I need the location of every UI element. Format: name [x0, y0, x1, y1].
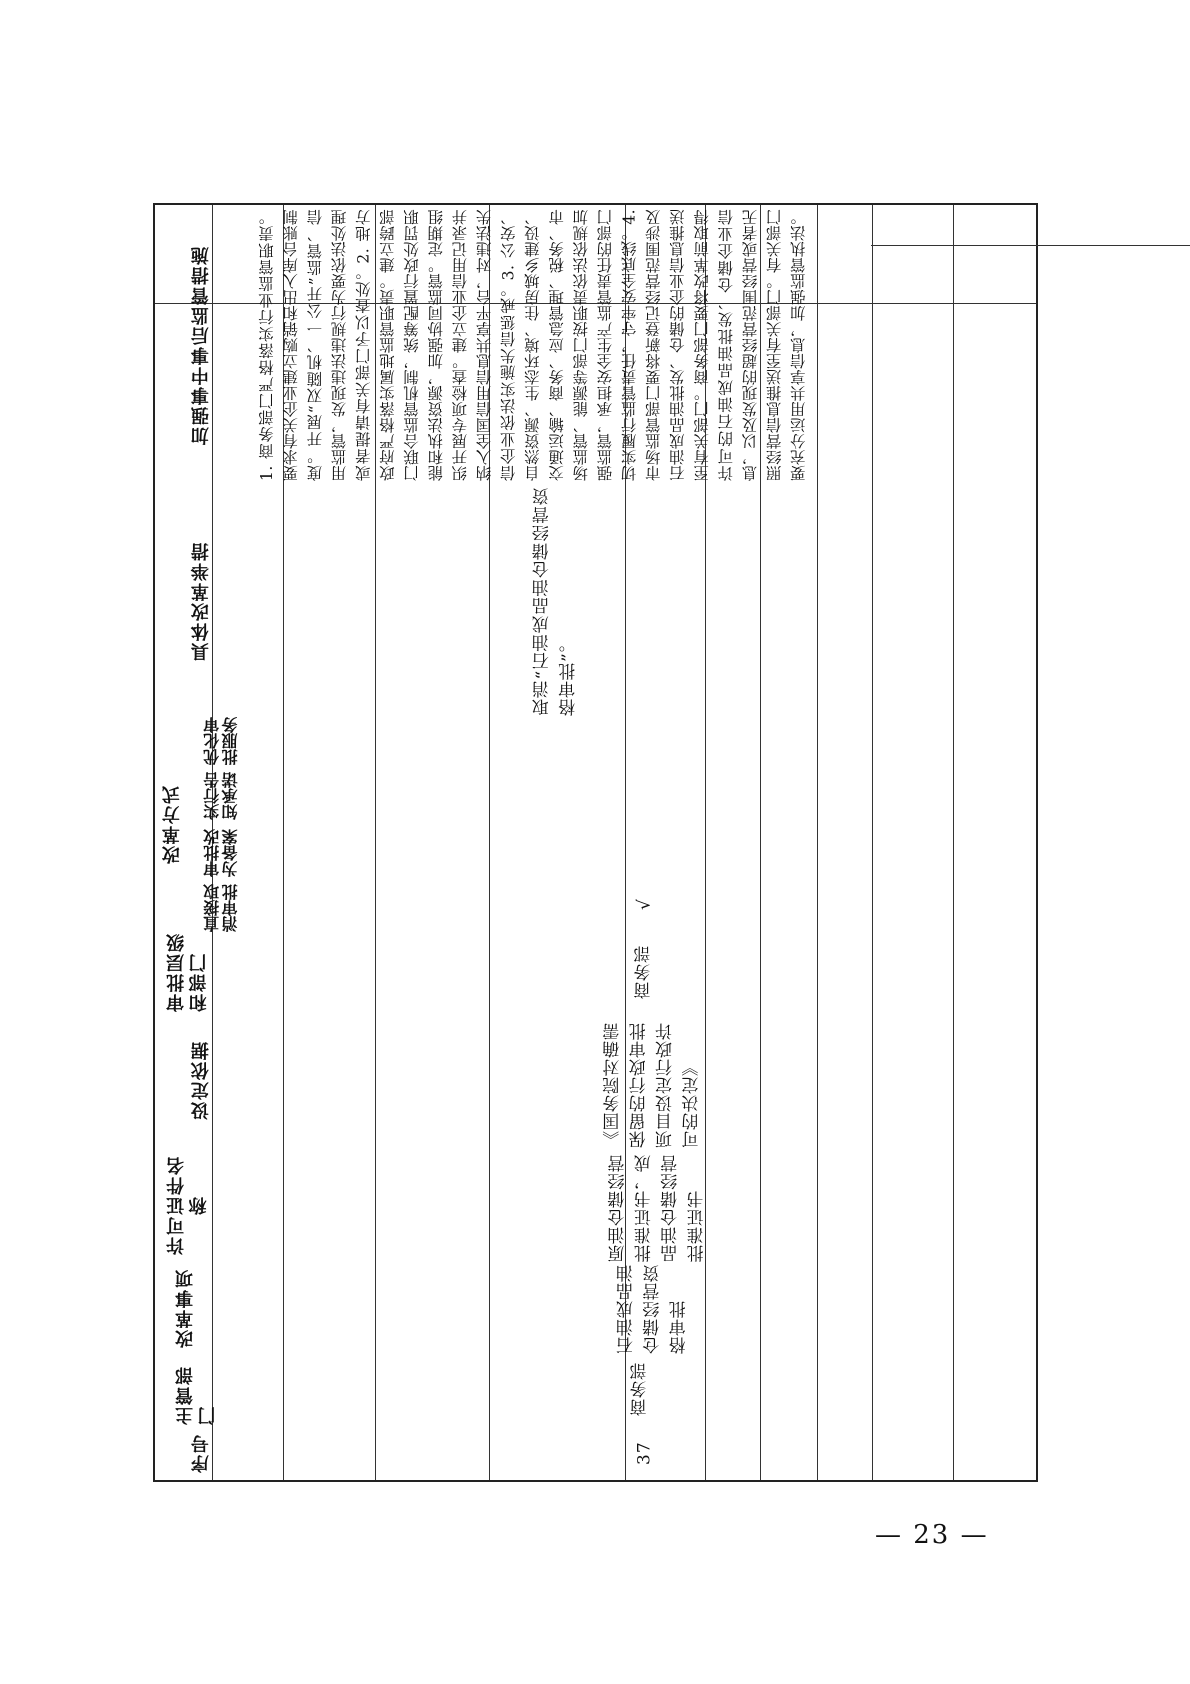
row-measures: 取消“石油成品油仓储经营资格审批”。: [532, 487, 580, 716]
header-level: 审批层级和部门: [166, 932, 210, 1012]
header-notify: 实行告知承诺: [202, 772, 240, 820]
row-level: 商务部: [634, 945, 655, 999]
header-optimize: 优化审批服务: [202, 717, 240, 765]
page-number: — 23 —: [875, 1520, 989, 1550]
row-optimize: [251, 716, 1038, 765]
header-supervision: 加强事中事后监管措施: [190, 245, 212, 445]
row-cancel-check: √: [634, 898, 655, 911]
header-measures: 具体改革举措: [190, 541, 212, 662]
header-dept: 主管部门: [175, 1365, 219, 1425]
row-basis: 《国务院对确需保留的行政审批项目设定行政许可的决定》: [603, 1022, 703, 1148]
row-notify: [251, 765, 1038, 820]
header-basis: 设定依据: [190, 1040, 212, 1120]
row-supervision: 1. 商务部门严格落实行业监管职责。要求有关企业建立购销和出入库台账制度。开展“双随机、一公开”监管、信用监管，发现违法违规行为要依法处理或者提请有关部门予以查处。2. 地方政府严格落实属地监管职责。建立跨部门联合监管机制，统筹配置行政处罚职能和执法资源，加强协同监管。定期组织开展专项检查。建立企业信用记录并纳入全国信用信息共享平台，对违法失信企业依法实施失信惩戒。3. 公安、自然资源、生态环境、住房城乡建设、交通运输、商务、应急管理、税务、市场监管、能源等部门按职责依法依规加强监管，承担安全生产监管责任的部门切实履行监管责任，守牢安全底线。4. 市场监管部门要将新登记经营范围涉及石油成品油批发、仓储的企业信息推送至有关部门。商务部门要将改革前取得许可的石油成品油批发、仓储企业信息，以及发现的超经营范围经营或者无照经营信息推送至有关部门。有关部门要充分运用共享信息，加强监管执法。: [258, 209, 808, 481]
header-cancel: 直接取消审批: [202, 884, 240, 932]
header-seq: 序号: [190, 1433, 212, 1474]
row-filing: [251, 820, 1038, 877]
header-filing: 审批改为备案: [202, 829, 240, 877]
header-item: 改革事项: [175, 1268, 196, 1348]
row-item: 石油成品油仓储经营资格审批: [616, 1264, 690, 1354]
header-reform-method: 改革方式: [161, 784, 183, 864]
row-dept: 商务部: [630, 1362, 651, 1417]
header-license: 许可证件名称: [166, 1155, 210, 1255]
row-seq: 37: [634, 1441, 655, 1466]
row-license: 原油仓储经营批准证书，成品油仓储经营批准证书: [608, 1154, 708, 1262]
